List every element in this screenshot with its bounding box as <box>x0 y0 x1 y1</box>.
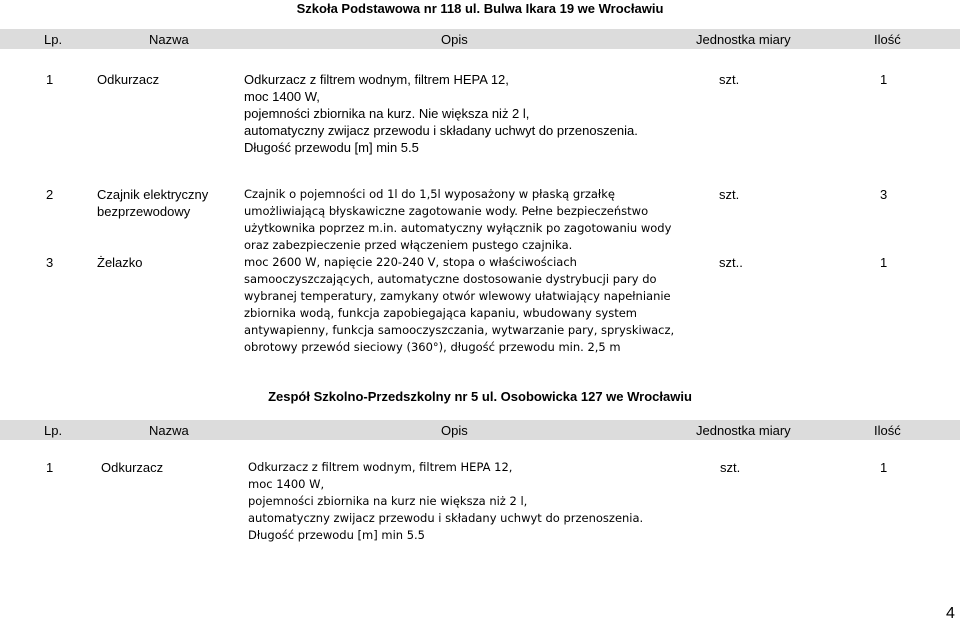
row-description: Czajnik o pojemności od 1l do 1,5l wyposażony w płaską grzałkę umożliwiającą błyskawiczne zagotowanie wody. Pełne bezpieczeństwo użytkownika poprzez m.in. automatyczny wyłącznik po zagotowaniu wody oraz zabezpieczenie przed włączeniem pustego czajnika. <box>244 187 672 252</box>
header-name: Nazwa <box>149 32 189 47</box>
section-2-table-header <box>0 420 960 440</box>
row-unit: szt. <box>720 460 741 475</box>
row-qty: 3 <box>880 187 888 202</box>
section-2-title: Zespół Szkolno-Przedszkolny nr 5 ul. Osobowicka 127 we Wrocławiu <box>268 389 692 404</box>
header-desc: Opis <box>441 32 468 47</box>
header-lp: Lp. <box>44 423 63 438</box>
row-name: Czajnik elektryczny bezprzewodowy <box>97 187 209 219</box>
section-1-title: Szkoła Podstawowa nr 118 ul. Bulwa Ikara 19 we Wrocławiu <box>296 1 664 16</box>
row-lp: 1 <box>46 72 54 87</box>
header-qty: Ilość <box>874 32 901 47</box>
row-lp: 3 <box>46 255 54 270</box>
row-description: Odkurzacz z filtrem wodnym, filtrem HEPA 12, moc 1400 W, pojemności zbiornika na kurz nie większa niż 2 l, automatyczny zwijacz przewodu i składany uchwyt do przenoszenia. Długość przewodu [m] min 5.5 <box>248 460 644 542</box>
header-unit: Jednostka miary <box>696 32 791 47</box>
header-qty: Ilość <box>874 423 901 438</box>
header-desc: Opis <box>441 423 468 438</box>
row-qty: 1 <box>880 255 888 270</box>
row-description: moc 2600 W, napięcie 220-240 V, stopa o właściwościach samooczyszczających, automatyczne dostosowanie dystrybucji pary do wybranej temperatury, zamykany otwór wlewowy ułatwiający napełnianie zbiornika wodą, funkcja zapobiegająca kapaniu, wbudowany system antywapienny, funkcja samooczyszczania, wytwarzanie pary, spryskiwacz, obrotowy przewód sieciowy (360°), długość przewodu min. 2,5 m <box>244 255 675 354</box>
header-lp: Lp. <box>44 32 63 47</box>
section-1-table-header <box>0 29 960 49</box>
header-unit: Jednostka miary <box>696 423 791 438</box>
row-unit: szt. <box>719 72 740 87</box>
row-qty: 1 <box>880 460 888 475</box>
row-description: Odkurzacz z filtrem wodnym, filtrem HEPA 12, moc 1400 W, pojemności zbiornika na kurz. Nie większa niż 2 l, automatyczny zwijacz przewodu i składany uchwyt do przenoszenia. Długość przewodu [m] min 5.5 <box>244 72 638 155</box>
row-unit: szt. <box>719 187 740 202</box>
row-unit: szt.. <box>719 255 743 270</box>
header-name: Nazwa <box>149 423 189 438</box>
row-name: Odkurzacz <box>101 460 164 475</box>
row-name: Odkurzacz <box>97 72 160 87</box>
row-qty: 1 <box>880 72 888 87</box>
row-name: Żelazko <box>97 255 143 270</box>
row-lp: 1 <box>46 460 54 475</box>
page-number: 4 <box>946 605 955 622</box>
row-lp: 2 <box>46 187 54 202</box>
